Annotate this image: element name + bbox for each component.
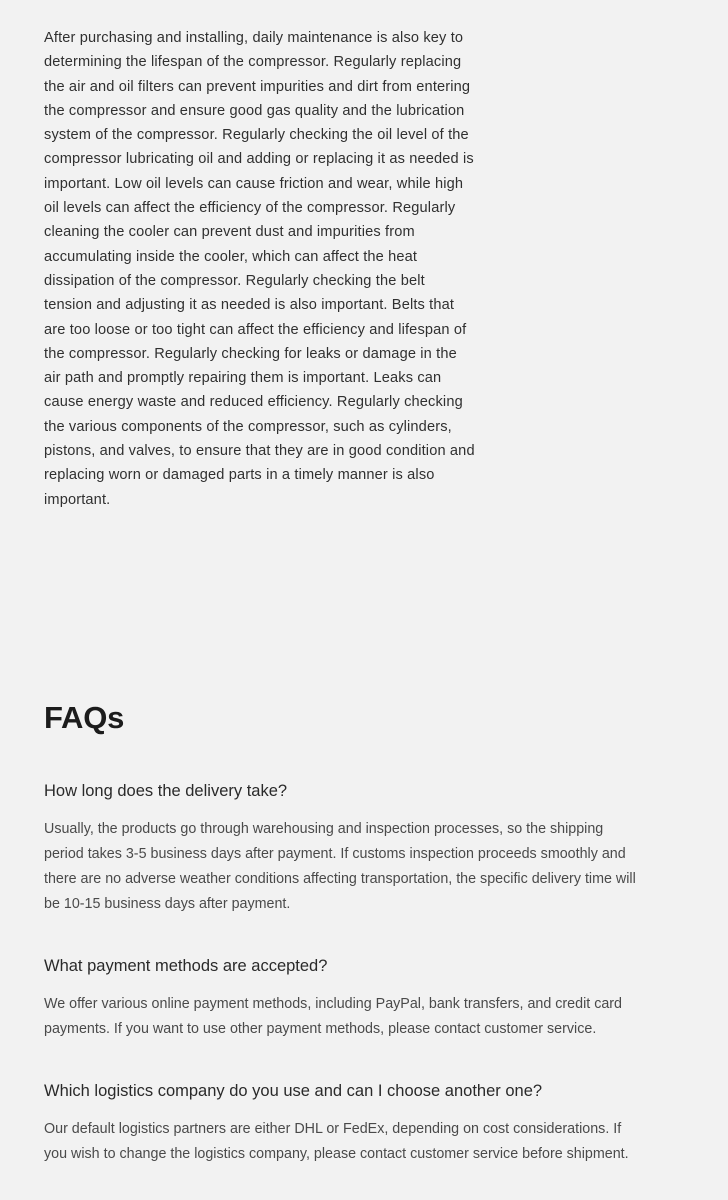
faq-question-delivery-time: How long does the delivery take? [44, 782, 288, 800]
faq-item [44, 780, 644, 917]
faq-answer-delivery-time: Usually, the products go through warehousing and inspection processes, so the shipping period takes 3-5 business days after payment. If customs inspection proceeds smoothly and there are no adverse weather conditions affecting transportation, the specific delivery time will be 10-15 business days after payment. [44, 821, 636, 912]
faq-item [44, 1080, 644, 1167]
maintenance-intro-section [44, 26, 476, 512]
faq-section [44, 700, 644, 1167]
faq-item [44, 955, 644, 1042]
maintenance-paragraph: After purchasing and installing, daily maintenance is also key to determining the lifespan of the compressor. Regularly replacing the air and oil filters can prevent impurities and dirt from entering the compressor and ensure good gas quality and the lubrication system of the compressor. Regularly checking the oil level of the compressor lubricating oil and adding or replacing it as needed is important. Low oil levels can cause friction and wear, while high oil levels can affect the efficiency of the compressor. Regularly cleaning the cooler can prevent dust and impurities from accumulating inside the cooler, which can affect the heat dissipation of the compressor. Regularly checking the belt tension and adjusting it as needed is also important. Belts that are too loose or too tight can affect the efficiency and lifespan of the compressor. Regularly checking for leaks or damage in the air path and promptly repairing them is important. Leaks can cause energy waste and reduced efficiency. Regularly checking the various components of the compressor, such as cylinders, pistons, and valves, to ensure that they are in good condition and replacing worn or damaged parts in a timely manner is also important. [44, 30, 475, 508]
faq-answer-payment-methods: We offer various online payment methods, including PayPal, bank transfers, and credit card payments. If you want to use other payment methods, please contact customer service. [44, 996, 623, 1037]
faq-question-payment-methods: What payment methods are accepted? [44, 957, 328, 975]
faq-heading: FAQs [44, 700, 125, 735]
faq-question-logistics-company: Which logistics company do you use and can I choose another one? [44, 1082, 543, 1100]
faq-answer-logistics-company: Our default logistics partners are either DHL or FedEx, depending on cost considerations. If you wish to change the logistics company, please contact customer service before shipment. [44, 1121, 629, 1162]
